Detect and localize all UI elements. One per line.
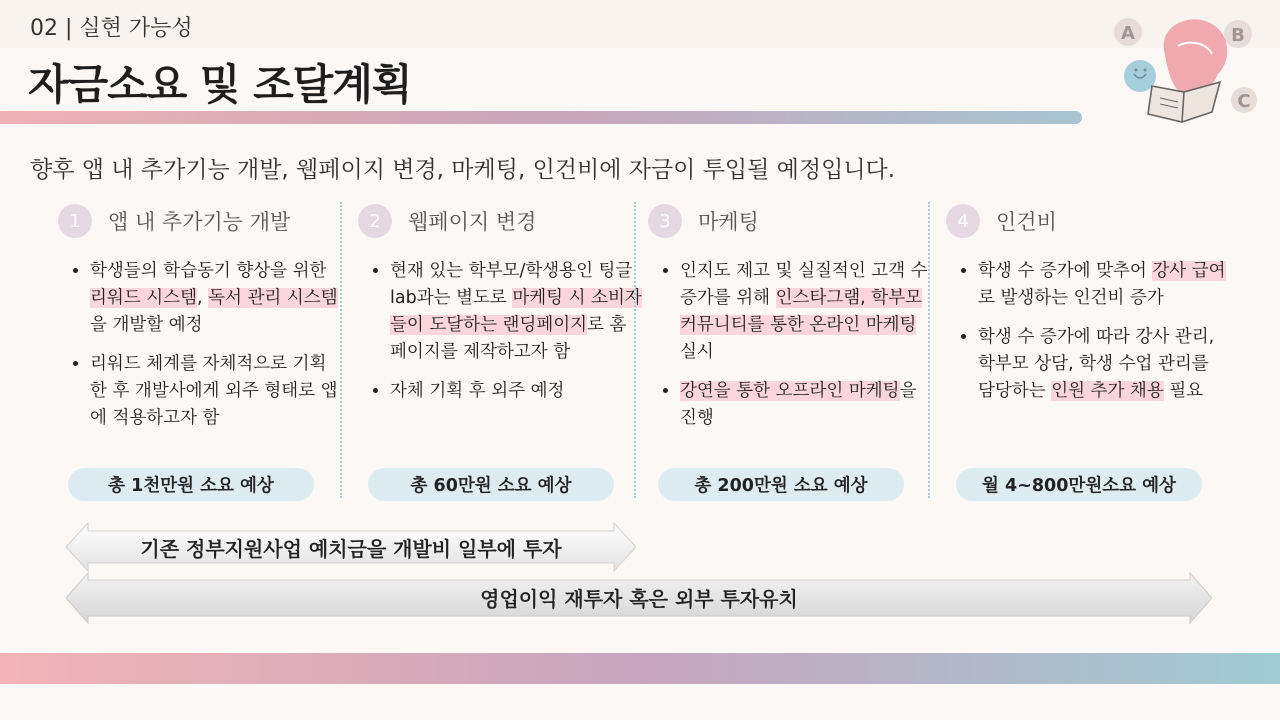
step-number-badge: 2 <box>358 204 392 238</box>
funding-arrow-label: 기존 정부지원사업 예치금을 개발비 일부에 투자 <box>140 537 562 561</box>
column-header <box>648 203 759 239</box>
cost-estimate-pill: 총 60만원 소요 예상 <box>368 468 614 501</box>
column-webpage <box>350 200 642 500</box>
reading-illustration-icon <box>1112 12 1262 132</box>
bullet-item: • 인지도 제고 및 실질적인 고객 수 증가를 위해 인스타그램, 학부모 커뮤니티를 통한 온라인 마케팅 실시 <box>680 258 932 366</box>
bullet-list <box>958 258 1230 417</box>
funding-arrow-label: 영업이익 재투자 혹은 외부 투자유치 <box>480 587 798 611</box>
cost-estimate-pill: 총 200만원 소요 예상 <box>658 468 904 501</box>
cost-estimate-pill: 월 4~800만원소요 예상 <box>956 468 1202 501</box>
bullet-item: • 학생 수 증가에 맞추어 강사 급여로 발생하는 인건비 증가 <box>978 258 1230 312</box>
column-app-features <box>50 200 338 500</box>
section-label: 02 | 실현 가능성 <box>30 16 193 41</box>
column-divider <box>634 202 636 498</box>
bullet-item: • 학생들의 학습동기 향상을 위한 리워드 시스템, 독서 관리 시스템을 개발할 예정 <box>90 258 342 339</box>
bullet-list <box>70 258 342 444</box>
step-number-badge: 4 <box>946 204 980 238</box>
column-title: 인건비 <box>996 210 1057 234</box>
footer-gradient-bar <box>0 653 1280 684</box>
funding-arrow-government <box>66 521 636 573</box>
column-divider <box>340 202 342 498</box>
column-marketing <box>640 200 928 500</box>
column-title: 웹페이지 변경 <box>408 210 537 234</box>
column-title: 앱 내 추가기능 개발 <box>108 210 291 234</box>
column-header <box>358 203 536 239</box>
bullet-item: • 현재 있는 학부모/학생용인 팅글 lab과는 별도로 마케팅 시 소비자들이 도달하는 랜딩페이지로 홈페이지를 제작하고자 함 <box>390 258 642 366</box>
bullet-item: • 리워드 체계를 자체적으로 기획한 후 개발사에게 외주 형태로 앱에 적용하고자 함 <box>90 351 342 432</box>
letter-a: A <box>1121 23 1135 44</box>
funding-arrow-reinvestment <box>66 571 1212 625</box>
step-number-badge: 3 <box>648 204 682 238</box>
page-title: 자금소요 및 조달계획 <box>28 60 412 109</box>
column-header <box>58 203 290 239</box>
letter-b: B <box>1231 25 1245 46</box>
bullet-item: • 자체 기획 후 외주 예정 <box>390 378 642 405</box>
bullet-list <box>660 258 932 444</box>
column-title: 마케팅 <box>698 210 759 234</box>
bullet-item: • 강연을 통한 오프라인 마케팅을 진행 <box>680 378 932 432</box>
column-header <box>946 203 1057 239</box>
column-personnel <box>938 200 1226 500</box>
bullet-item: • 학생 수 증가에 따라 강사 관리, 학부모 상담, 학생 수업 관리를 담당하는 인원 추가 채용 필요 <box>978 324 1230 405</box>
letter-c: C <box>1237 91 1251 112</box>
column-divider <box>928 202 930 498</box>
cost-estimate-pill: 총 1천만원 소요 예상 <box>68 468 314 501</box>
intro-text: 향후 앱 내 추가기능 개발, 웹페이지 변경, 마케팅, 인건비에 자금이 투입될 예정입니다. <box>30 157 896 183</box>
bullet-list <box>370 258 642 417</box>
step-number-badge: 1 <box>58 204 92 238</box>
title-underline-bar <box>0 111 1082 124</box>
